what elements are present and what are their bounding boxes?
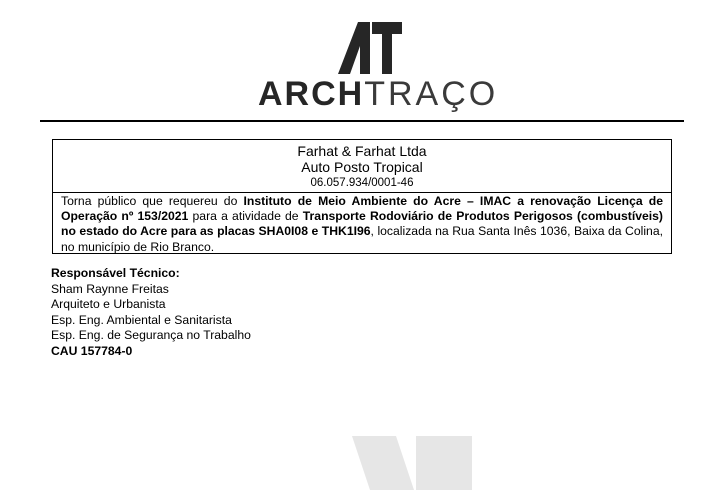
registration-number: CAU 157784-0 (51, 343, 133, 358)
company-header (53, 140, 671, 193)
logo-word-bold: ARCH (258, 75, 365, 113)
responsible-title: Esp. Eng. de Segurança no Trabalho (51, 328, 251, 342)
notice-bold-2: Transporte Rodoviário de Produtos Perigosos (combustíveis) no estado do Acre para as placas SHA0I08 e THK1I96 (61, 209, 663, 239)
notice-part-2: para a atividade de (188, 209, 303, 224)
watermark-logo-icon (352, 436, 472, 490)
logo-wordmark (258, 74, 498, 114)
header-rule (40, 120, 684, 122)
notice-bold-1: Instituto de Meio Ambiente do Acre – IMAC a renovação Licença de Operação nº 153/2021 (61, 194, 663, 224)
notice-part-1: Torna público que requereu do (61, 194, 244, 208)
responsible-heading: Responsável Técnico: (51, 266, 180, 280)
logo-mark-icon (338, 22, 402, 74)
notice-text (53, 193, 671, 255)
responsible-title: Esp. Eng. Ambiental e Sanitarista (51, 312, 232, 327)
logo-word-light: TRAÇO (364, 75, 499, 113)
responsible-name: Sham Raynne Freitas (51, 281, 169, 296)
responsible-block (51, 266, 251, 359)
responsible-title: Arquiteto e Urbanista (51, 297, 166, 311)
notice-box (52, 139, 672, 254)
business-name: Auto Posto Tropical (301, 159, 423, 175)
company-name: Farhat & Farhat Ltda (297, 143, 427, 159)
cnpj-number: 06.057.934/0001-46 (310, 177, 414, 189)
notice-part-3: , localizada na Rua Santa Inês 1036, Baixa da Colina, no município de Rio Branco. (61, 224, 663, 254)
